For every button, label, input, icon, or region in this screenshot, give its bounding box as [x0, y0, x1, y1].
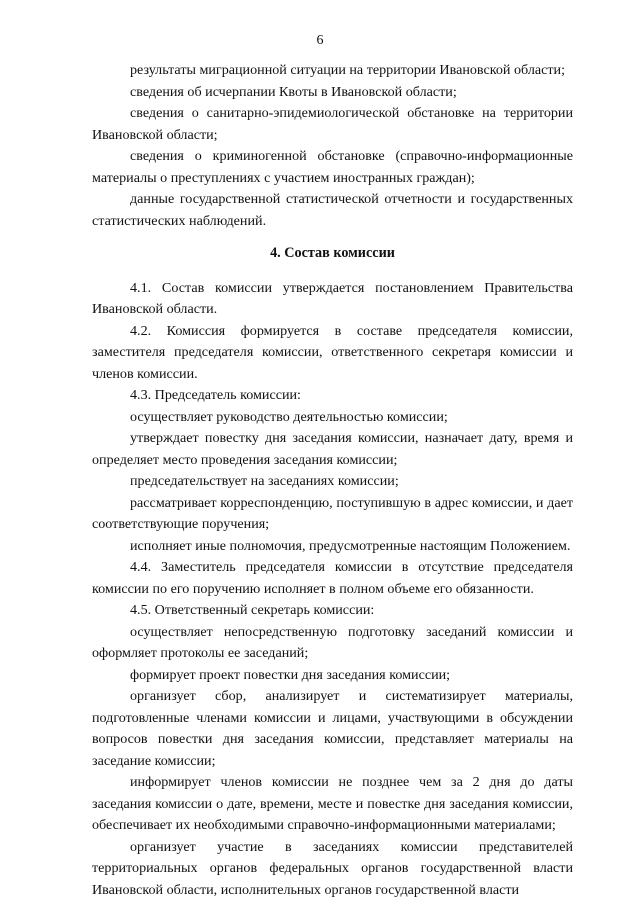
paragraph: 4.1. Состав комиссии утверждается постановлением Правительства Ивановской области. — [92, 279, 573, 317]
page-number: 6 — [316, 33, 324, 48]
paragraph: организует участие в заседаниях комиссии представителей территориальных органов федеральных органов государственной власти Ивановской области, исполнительных органов государственной власти — [92, 838, 573, 898]
paragraph: 4.5. Ответственный секретарь комиссии: — [130, 602, 375, 618]
paragraph: председательствует на заседаниях комиссии; — [130, 473, 399, 489]
paragraph: утверждает повестку дня заседания комиссии, назначает дату, время и определяет место проведения заседания комиссии; — [92, 430, 573, 468]
paragraph: осуществляет руководство деятельностью комиссии; — [130, 408, 448, 425]
paragraph: 4.4. Заместитель председателя комиссии в отсутствие председателя комиссии по его поручению исполняет в полном объеме его обязанности. — [92, 559, 573, 597]
paragraph: рассматривает корреспонденцию, поступившую в адрес комиссии, и дает соответствующие поручения; — [92, 494, 573, 532]
paragraph: формирует проект повестки дня заседания комиссии; — [130, 666, 451, 683]
paragraph: сведения о санитарно-эпидемиологической обстановке на территории Ивановской области; — [92, 105, 573, 143]
paragraph: осуществляет непосредственную подготовку заседаний комиссии и оформляет протоколы ее заседаний; — [92, 623, 573, 661]
paragraph: результаты миграционной ситуации на территории Ивановской области; — [130, 62, 566, 78]
paragraph: исполняет иные полномочия, предусмотренные настоящим Положением. — [130, 537, 571, 554]
paragraph: информирует членов комиссии не позднее чем за 2 дня до даты заседания комиссии о дате, времени, месте и повестке дня заседания комиссии, обеспечивает их необходимыми справочно-информационными материалами; — [92, 774, 573, 833]
paragraph: 4.2. Комиссия формируется в составе председателя комиссии, заместителя председателя комиссии, ответственного секретаря комиссии и членов комиссии. — [92, 322, 573, 382]
paragraph: сведения о криминогенной обстановке (справочно-информационные материалы о преступлениях с участием иностранных граждан); — [92, 148, 573, 186]
document-body — [92, 60, 573, 901]
paragraph: 4.3. Председатель комиссии: — [130, 387, 301, 403]
paragraph: сведения об исчерпании Квоты в Ивановской области; — [130, 83, 457, 100]
paragraph: данные государственной статистической отчетности и государственных статистических наблюдений. — [92, 191, 573, 229]
section-heading: 4. Состав комиссии — [270, 245, 395, 261]
paragraph: организует сбор, анализирует и систематизирует материалы, подготовленные членами комиссии и лицами, участвующими в обсуждении вопросов повестки дня заседания комиссии, представляет материалы на заседание комиссии; — [92, 688, 573, 769]
